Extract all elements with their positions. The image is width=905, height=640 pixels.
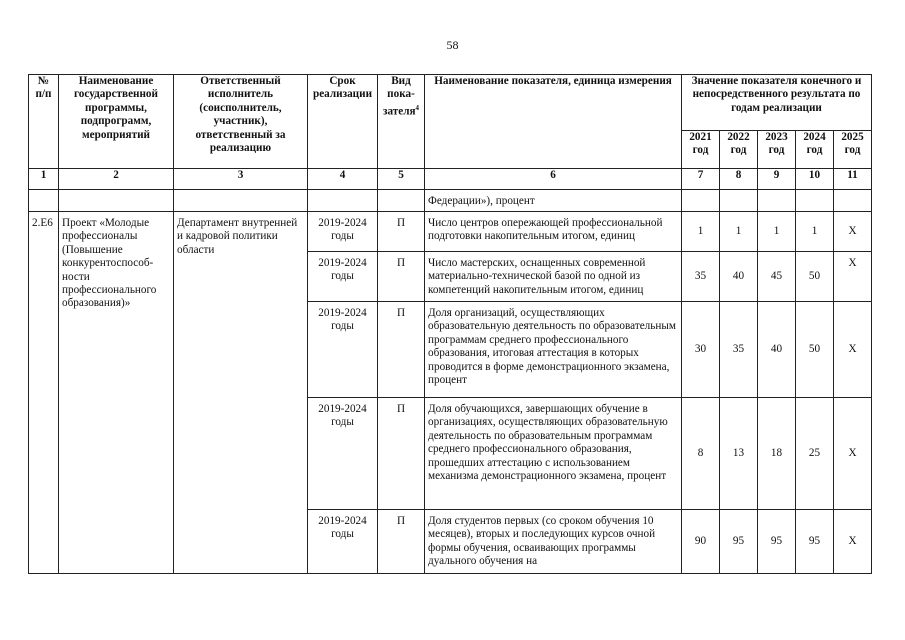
value-2025: Х	[834, 212, 872, 252]
period: 2019-2024 годы	[308, 398, 378, 510]
header-responsible: Ответственный исполнитель (соисполнитель, участник), ответственный за реализацию	[174, 75, 308, 169]
value-2023: 1	[758, 212, 796, 252]
indicator-type: П	[378, 398, 425, 510]
column-number: 2	[59, 169, 174, 190]
empty-cell	[59, 190, 174, 212]
header-values-group: Значение показателя конечного и непосредственного результата по годам реализации	[682, 75, 872, 131]
empty-cell	[720, 190, 758, 212]
indicator-name: Число центров опережающей профессиональной подготовки накопительным итогом, единиц	[425, 212, 682, 252]
empty-cell	[796, 190, 834, 212]
value-2022: 1	[720, 212, 758, 252]
header-program-name: Наименование государственной программы, подпрограмм, мероприятий	[59, 75, 174, 169]
value-2022: 35	[720, 302, 758, 398]
column-number: 10	[796, 169, 834, 190]
empty-cell	[378, 190, 425, 212]
continuation-text: Федерации»), процент	[425, 190, 682, 212]
indicator-name: Доля обучающихся, завершающих обучение в организациях, осуществляющих образовательную деятельность по образовательным программам среднего профессионального образования, прошедших аттестацию с использованием механизма демонстрационного экзамена, процент	[425, 398, 682, 510]
header-indicator-type	[378, 75, 425, 169]
value-2022: 13	[720, 398, 758, 510]
column-number: 8	[720, 169, 758, 190]
column-number: 9	[758, 169, 796, 190]
column-number: 4	[308, 169, 378, 190]
value-2021: 30	[682, 302, 720, 398]
empty-cell	[308, 190, 378, 212]
indicator-name: Доля студентов первых (со сроком обучения 10 месяцев), вторых и последующих курсов очной формы обучения, осваивающих программы дуального обучения на	[425, 510, 682, 574]
empty-cell	[29, 190, 59, 212]
value-2024: 50	[796, 302, 834, 398]
value-2023: 45	[758, 252, 796, 302]
header-year-2023: 2023 год	[758, 131, 796, 169]
column-number-row	[29, 169, 872, 190]
header-year-2024: 2024 год	[796, 131, 834, 169]
value-2023: 40	[758, 302, 796, 398]
value-2021: 90	[682, 510, 720, 574]
column-number: 3	[174, 169, 308, 190]
footnote-marker: 4	[415, 103, 420, 112]
indicator-type: П	[378, 510, 425, 574]
indicator-name: Доля организаций, осуществляющих образовательную деятельность по образовательным программам среднего профессионального образования, итоговая аттестация в которых проводится в форме демонстрационного экзамена, процент	[425, 302, 682, 398]
header-year-2022: 2022 год	[720, 131, 758, 169]
period: 2019-2024 годы	[308, 302, 378, 398]
value-2025: Х	[834, 302, 872, 398]
column-number: 1	[29, 169, 59, 190]
indicator-type: П	[378, 212, 425, 252]
header-period: Срок реализации	[308, 75, 378, 169]
column-number: 5	[378, 169, 425, 190]
value-2023: 18	[758, 398, 796, 510]
indicator-type: П	[378, 252, 425, 302]
value-2024: 1	[796, 212, 834, 252]
period: 2019-2024 годы	[308, 252, 378, 302]
column-number: 11	[834, 169, 872, 190]
empty-cell	[758, 190, 796, 212]
header-number: № п/п	[29, 75, 59, 169]
value-2022: 40	[720, 252, 758, 302]
value-2025: Х	[834, 398, 872, 510]
page-number: 58	[446, 38, 459, 52]
value-2024: 95	[796, 510, 834, 574]
period: 2019-2024 годы	[308, 510, 378, 574]
responsible-executor: Департамент внутренней и кадровой политики области	[174, 212, 308, 574]
value-2022: 95	[720, 510, 758, 574]
header-indicator-name: Наименование показателя, единица измерения	[425, 75, 682, 169]
empty-cell	[682, 190, 720, 212]
project-name: Проект «Молодые профессионалы (Повышение конкурентоспособ-ности профессионального образования)»	[59, 212, 174, 574]
indicator-name: Число мастерских, оснащенных современной материально-технической базой по одной из компетенций накопительным итогом, единиц	[425, 252, 682, 302]
table-row	[29, 212, 872, 252]
value-2024: 25	[796, 398, 834, 510]
period: 2019-2024 годы	[308, 212, 378, 252]
indicators-table	[28, 74, 872, 574]
indicator-type: П	[378, 302, 425, 398]
row-number: 2.Е6	[29, 212, 59, 574]
header-year-2025: 2025 год	[834, 131, 872, 169]
value-2023: 95	[758, 510, 796, 574]
value-2024: 50	[796, 252, 834, 302]
continuation-row	[29, 190, 872, 212]
value-2025: Х	[834, 510, 872, 574]
column-number: 7	[682, 169, 720, 190]
value-2021: 8	[682, 398, 720, 510]
value-2025: Х	[834, 252, 872, 302]
empty-cell	[174, 190, 308, 212]
value-2021: 35	[682, 252, 720, 302]
empty-cell	[834, 190, 872, 212]
header-indicator-type-text: Вид пока-зателя	[382, 75, 416, 118]
value-2021: 1	[682, 212, 720, 252]
header-year-2021: 2021 год	[682, 131, 720, 169]
column-number: 6	[425, 169, 682, 190]
